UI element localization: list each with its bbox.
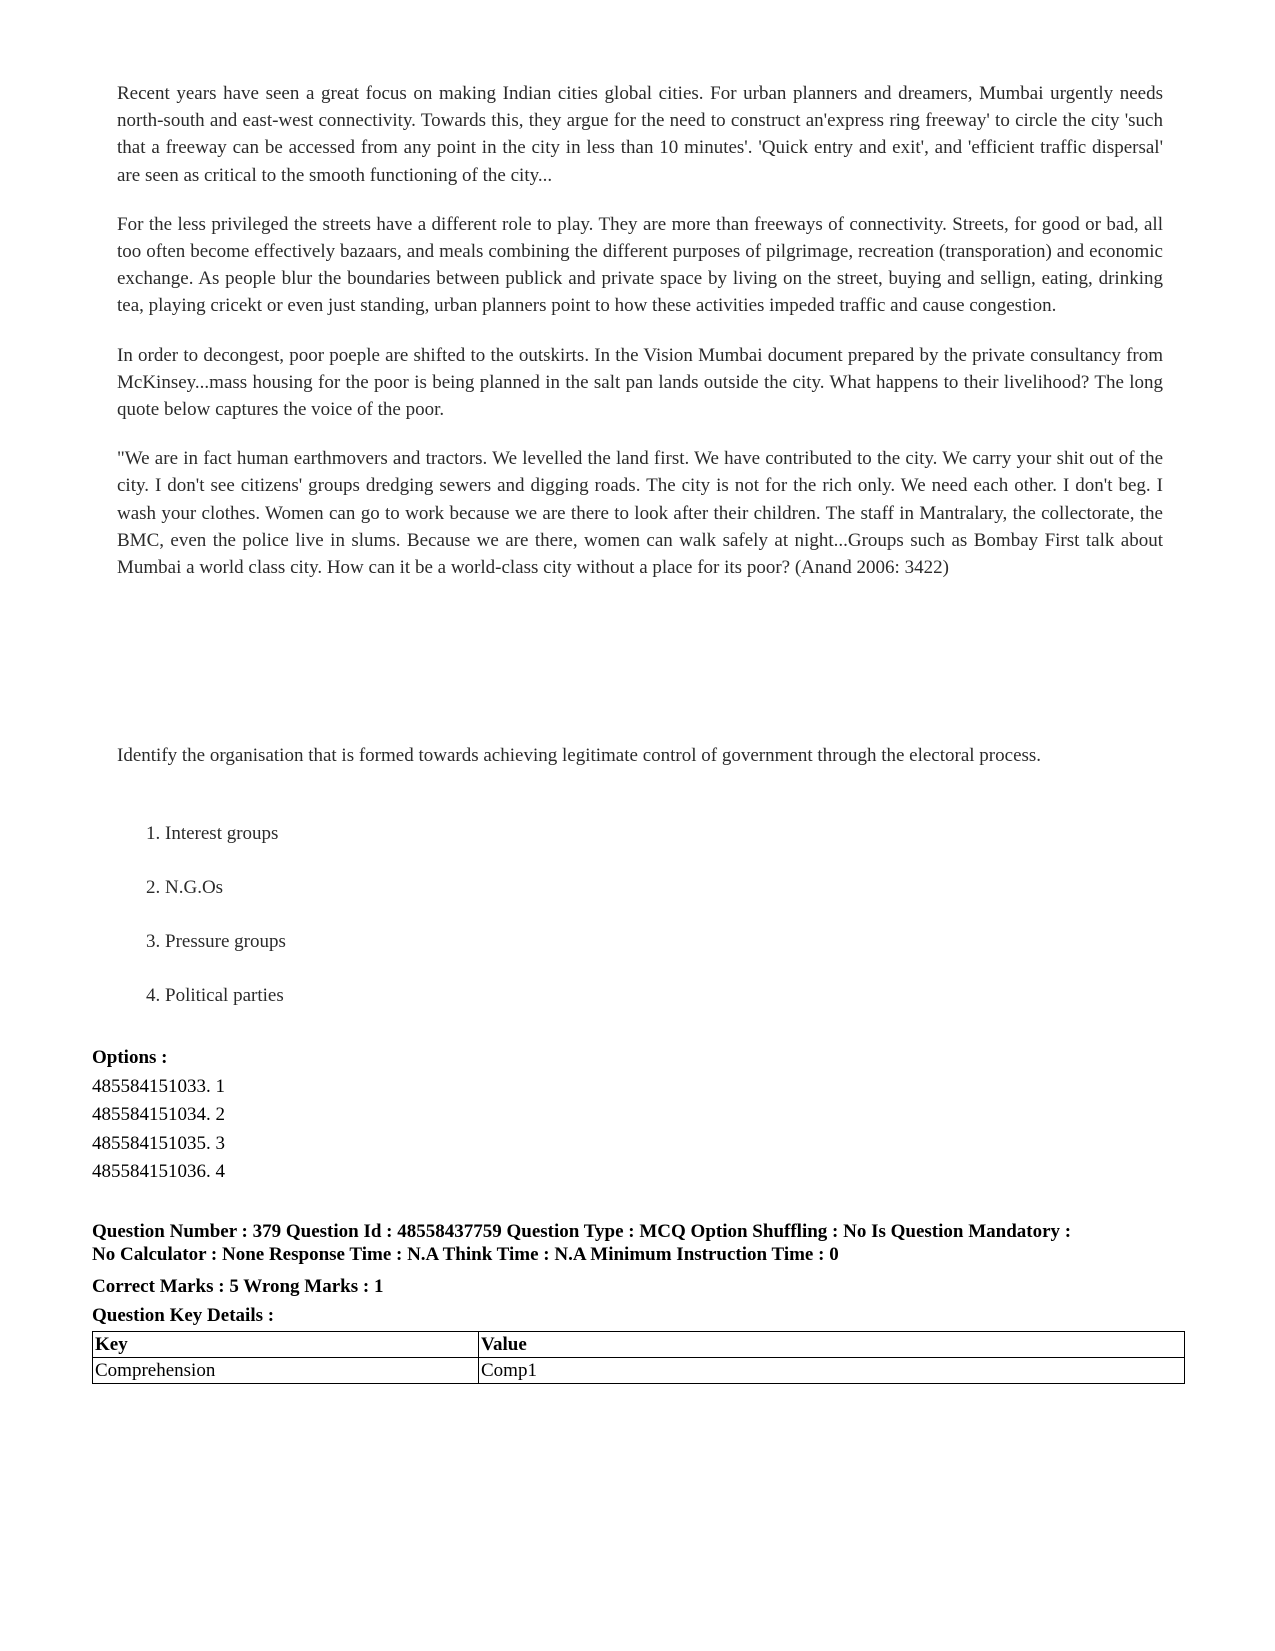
key-details-heading: Question Key Details :: [92, 1305, 275, 1326]
passage-paragraph: Recent years have seen a great focus on making Indian cities global cities. For urban planners and dreamers, Mumbai urgently needs north-south and east-west connectivity. Towards this, they argue for the need to construct an'express ring freeway' to circle the city 'such that a freeway can be accessed from any point in the city in less than 10 minutes'. 'Quick entry and exit', and 'efficient traffic dispersal' are seen as critical to the smooth functioning of the city...: [117, 83, 1163, 186]
comprehension-passage: [117, 80, 1163, 603]
table-row: [93, 1358, 1185, 1384]
passage-quote: "We are in fact human earthmovers and tractors. We levelled the land first. We have contributed to the city. We carry your shit out of the city. I don't see citizens' groups dredging sewers and digging roads. The city is not for the rich only. We need each other. I don't beg. I wash your clothes. Women can go to work because we are there to look after their children. The staff in Mantralary, the collectorate, the BMC, even the police live in slums. Because we are there, women can walk safely at night...Groups such as Bombay First talk about Mumbai a world class city. How can it be a world-class city without a place for its poor? (Anand 2006: 3422): [117, 448, 1163, 579]
choice-item: 2. N.G.Os: [146, 877, 224, 898]
choice-item: 1. Interest groups: [146, 823, 279, 844]
table-cell: Comprehension: [93, 1358, 479, 1384]
choice-item: 3. Pressure groups: [146, 931, 286, 952]
question-choices: [146, 824, 286, 1040]
passage-paragraph: In order to decongest, poor poeple are shifted to the outskirts. In the Vision Mumbai document prepared by the private consultancy from McKinsey...mass housing for the poor is being planned in the salt pan lands outside the city. What happens to their livelihood? The long quote below captures the voice of the poor.: [117, 344, 1163, 421]
option-item: 485584151036. 4: [92, 1161, 225, 1182]
header-cell: Value: [479, 1332, 1185, 1358]
question-metadata: [92, 1221, 1192, 1266]
option-item: 485584151035. 3: [92, 1132, 225, 1154]
table-cell: Comp1: [479, 1358, 1185, 1384]
marks-line: Correct Marks : 5 Wrong Marks : 1: [92, 1276, 384, 1297]
metadata-line: Question Number : 379 Question Id : 48558437759 Question Type : MCQ Option Shuffling : No Is Question Mandatory :: [92, 1221, 1072, 1242]
key-details-table: [92, 1331, 1185, 1384]
options-list: [92, 1044, 225, 1187]
metadata-line: No Calculator : None Response Time : N.A Think Time : N.A Minimum Instruction Time : 0: [92, 1243, 839, 1265]
table-header-row: [93, 1332, 1185, 1358]
option-item: 485584151034. 2: [92, 1104, 225, 1125]
choice-item: 4. Political parties: [146, 985, 284, 1006]
passage-paragraph: For the less privileged the streets have a different role to play. They are more than freeways of connectivity. Streets, for good or bad, all too often become effectively bazaars, and meals combining the different purposes of pilgrimage, recreation (transporation) and economic exchange. As people blur the boundaries between publick and private space by living on the street, buying and sellign, eating, drinking tea, playing cricekt or even just standing, urban planners point to how these activities impeded traffic and cause congestion.: [117, 213, 1163, 317]
header-cell: Key: [93, 1332, 479, 1358]
option-item: 485584151033. 1: [92, 1075, 225, 1097]
options-heading: Options :: [92, 1047, 168, 1068]
question-text: Identify the organisation that is formed towards achieving legitimate control of government through the electoral process.: [117, 745, 1042, 766]
